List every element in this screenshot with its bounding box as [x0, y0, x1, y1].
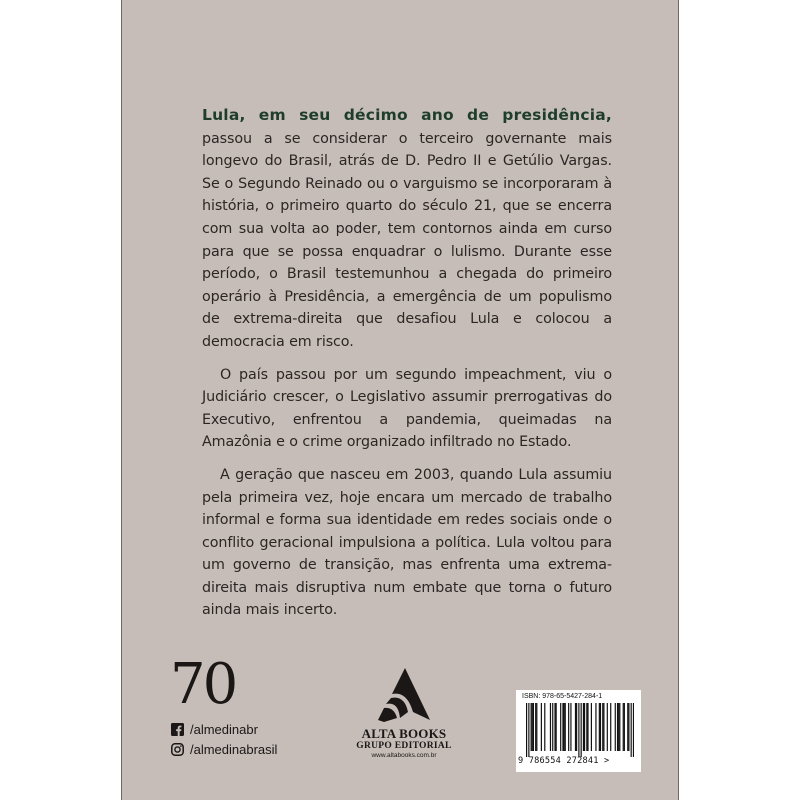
- barcode-bar: [544, 703, 545, 751]
- barcode-bar: [565, 703, 566, 751]
- alta-books-subtitle: GRUPO EDITORIAL: [356, 741, 452, 751]
- alta-books-url: www.altabooks.com.br: [371, 752, 437, 759]
- barcode-bar: [602, 703, 603, 751]
- barcode-bar: [552, 703, 553, 751]
- isbn-label: ISBN: 978-65-5427-284-1: [522, 693, 603, 700]
- barcode-digits: 9 786554 272841 >: [518, 756, 610, 766]
- barcode-bar: [599, 703, 600, 751]
- barcode-bar: [595, 703, 596, 751]
- paragraph-3: A geração que nasceu em 2003, quando Lula assumiu pela primeira vez, hoje encara um mercado de trabalho informal e forma sua identidade em redes sociais onde o conflito geracional impulsiona a política. Lula voltou para um governo de transição, mas enfrenta uma extrema-direita mais disruptiva num embate que torna o futuro ainda mais incerto.: [202, 466, 612, 619]
- barcode-bar: [578, 703, 579, 757]
- paragraph-2: O país passou por um segundo impeachment, viu o Judiciário crescer, o Legislativo assumir prerrogativas do Executivo, enfrentou a pandemia, queimadas na Amazônia e o crime organizado infiltrado no Estado.: [202, 366, 612, 451]
- paragraph-1: [202, 104, 612, 354]
- barcode-bar: [562, 703, 563, 751]
- alta-books-name: ALTA BOOKS: [361, 726, 447, 741]
- barcode-bar: [591, 703, 592, 751]
- barcode-bar: [541, 703, 542, 751]
- barcode-bar: [600, 703, 601, 751]
- barcode-bar: [603, 703, 604, 751]
- instagram-link[interactable]: [171, 742, 277, 757]
- instagram-handle: /almedinabrasil: [190, 742, 278, 757]
- alta-books-logo: [352, 668, 456, 759]
- barcode-bar: [617, 703, 618, 751]
- barcode-bar: [623, 703, 624, 751]
- barcode-bar: [586, 703, 587, 751]
- barcode-bar: [532, 703, 533, 751]
- barcode-bar: [633, 703, 634, 757]
- barcode-bar: [550, 703, 551, 751]
- barcode-bar: [631, 703, 632, 757]
- barcode-box: [516, 690, 641, 772]
- barcode-bar: [564, 703, 565, 751]
- barcode-bar: [526, 703, 527, 757]
- paragraph-1-body: passou a se considerar o terceiro governante mais longevo do Brasil, atrás de D. Pedro II e Getúlio Vargas. Se o Segundo Reinado ou o varguismo se incorporaram à história, o primeiro quarto do século 21, que se encerra com sua volta ao poder, tem contornos ainda em curso para que se possa enquadrar o lulismo. Durante esse período, o Brasil testemunhou a chegada do primeiro operário à Presidência, a emergência de um populismo de extrema-direita que desafiou Lula e colocou a democracia em risco.: [202, 130, 612, 350]
- barcode-bar: [584, 703, 585, 751]
- alta-books-logo-icon: [378, 668, 430, 722]
- barcode-bar: [618, 703, 619, 751]
- barcode-bar: [528, 703, 529, 757]
- facebook-icon: [171, 723, 184, 736]
- instagram-icon: [171, 743, 184, 756]
- cover-text: [202, 104, 612, 632]
- barcode: [526, 703, 634, 757]
- barcode-bar: [536, 703, 537, 751]
- lead-sentence: Lula, em seu décimo ano de presidência,: [202, 106, 612, 124]
- barcode-bar: [570, 703, 571, 751]
- barcode-bar: [619, 703, 620, 751]
- barcode-bar: [531, 703, 532, 751]
- facebook-link[interactable]: [171, 722, 258, 737]
- barcode-bar: [576, 703, 577, 751]
- barcode-bar: [554, 703, 555, 751]
- barcode-bar: [556, 703, 557, 751]
- barcode-bar: [628, 703, 629, 751]
- barcode-bar: [627, 703, 628, 751]
- barcode-bar: [568, 703, 569, 751]
- barcode-bar: [624, 703, 625, 751]
- facebook-handle: /almedinabr: [190, 722, 258, 737]
- barcode-bar: [533, 703, 534, 751]
- barcode-bar: [587, 703, 588, 751]
- barcode-bar: [607, 703, 608, 751]
- edicoes-70-logo: 70: [170, 652, 236, 717]
- barcode-bar: [610, 703, 611, 751]
- barcode-bar: [581, 703, 582, 757]
- barcode-bar: [535, 703, 536, 751]
- barcode-bar: [615, 703, 616, 751]
- barcode-bar: [583, 703, 584, 751]
- barcode-bar: [575, 703, 576, 751]
- barcode-bar: [560, 703, 561, 751]
